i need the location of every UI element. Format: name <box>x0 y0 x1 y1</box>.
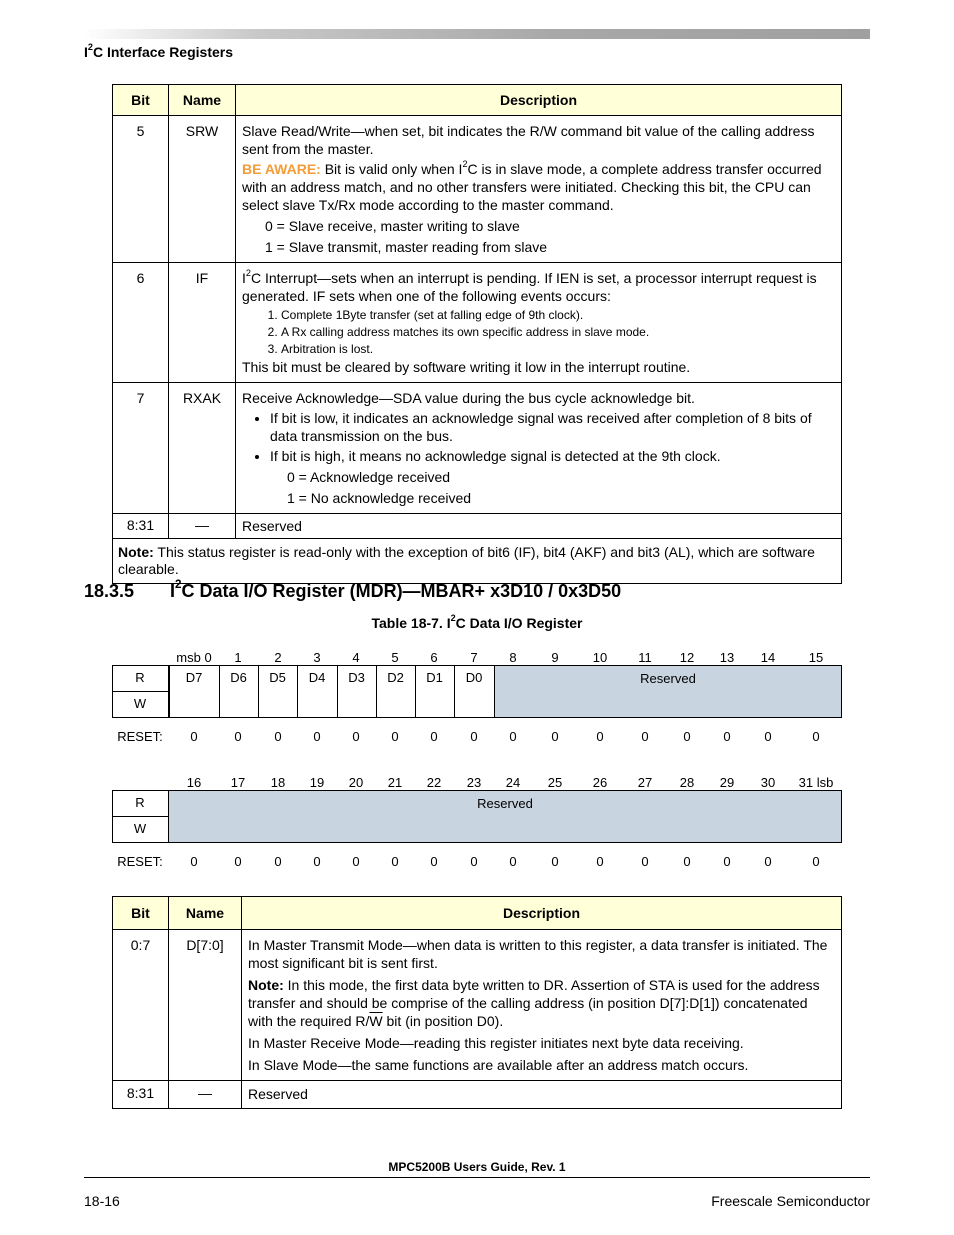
description-text: Bit is valid only when I <box>320 161 463 177</box>
bit-number: 11 <box>638 650 652 665</box>
field-d6: D6 <box>219 665 259 718</box>
value-definition: 1 = No acknowledge received <box>287 490 472 506</box>
description-cell <box>242 930 842 1081</box>
col-header-description: Description <box>236 85 842 116</box>
bit-number: 10 <box>592 650 608 665</box>
reset-label: RESET: <box>117 854 163 869</box>
bit-number: 27 <box>637 775 653 790</box>
reset-value: 0 <box>352 854 360 869</box>
description-text: This bit must be cleared by software writing it low in the interrupt routine. <box>242 359 691 375</box>
bit-number: 2 <box>274 650 282 665</box>
note-cell <box>113 539 842 584</box>
bit-number: 31 lsb <box>798 775 834 790</box>
col-header-bit: Bit <box>113 897 169 930</box>
reset-value: 0 <box>509 729 517 744</box>
bit-number: 17 <box>230 775 246 790</box>
running-header: $I^2C$ Interface Registers <box>84 41 234 60</box>
section-heading: 18.3.5 $I^2C$ Data I/O Register (MDR)—MBAR+ x3D10 / 0x3D50 <box>84 578 622 601</box>
reset-value: 0 <box>391 854 399 869</box>
bullet-list <box>242 409 835 465</box>
description-text: In Master Transmit Mode—when data is written to this register, a data transfer is initiated. The most significant bit is sent first. <box>248 937 828 971</box>
note-text: This status register is read-only with the exception of bit6 (IF), bit4 (AKF) and bit3 (AL), which are software clearable. <box>118 544 815 577</box>
bit-number: msb 0 <box>176 650 212 665</box>
name-cell: D[7:0] <box>169 930 242 1081</box>
bit-cell: 8:31 <box>113 514 169 539</box>
reset-value: 0 <box>190 854 198 869</box>
description-cell <box>236 263 842 383</box>
description-text: In Slave Mode—the same functions are available after an address match occurs. <box>248 1057 749 1073</box>
col-header-name: Name <box>169 897 242 930</box>
reset-value: 0 <box>274 729 282 744</box>
bit-cell: 6 <box>113 263 169 383</box>
note-paragraph: Note: In this mode, the first data byte written to DR. Assertion of STA is used for the address transfer and should be comprise of the calling address (in position D[7]:D[1]) concatenated with the required $R/\overline{W}$ bit (in position D0). <box>248 977 820 1029</box>
bit-number: 6 <box>430 650 438 665</box>
description-text: In Master Receive Mode—reading this register initiates next byte data receiving. <box>248 1035 744 1051</box>
bit-number: 16 <box>186 775 202 790</box>
value-definition: 1 = Slave transmit, master reading from slave <box>265 239 548 255</box>
bit-number: 1 <box>234 650 242 665</box>
description-text: Receive Acknowledge—SDA value during the bus cycle acknowledge bit. <box>242 390 695 406</box>
bit-number: 15 <box>808 650 824 665</box>
reset-value: 0 <box>764 854 772 869</box>
company-name: Freescale Semiconductor <box>711 1193 870 1209</box>
list-item: 3. Arbitration is lost. <box>281 341 835 358</box>
table-row <box>113 383 842 514</box>
table-row <box>113 116 842 263</box>
rw-divider <box>112 816 169 817</box>
description-text: C is in slave mode, a complete address transfer occurred with an address match, and no other transfers were initiated. Checking this bit, the CPU can select slave Tx/Rx mode according to the master command. <box>242 161 822 213</box>
reserved-field: Reserved <box>495 666 841 717</box>
reset-value: 0 <box>313 854 321 869</box>
bit-number: 4 <box>352 650 360 665</box>
bit-cell: 8:31 <box>113 1081 169 1109</box>
reset-value: 0 <box>391 729 399 744</box>
bit-number: 30 <box>760 775 776 790</box>
bit-number: 26 <box>592 775 608 790</box>
bit-number: 23 <box>466 775 482 790</box>
bit-number: 14 <box>760 650 776 665</box>
field-d5: D5 <box>258 665 298 718</box>
reset-value: 0 <box>313 729 321 744</box>
write-label: W <box>133 696 147 711</box>
table-caption: Table 18-7. $I^2C$ Data I/O Register <box>371 612 583 631</box>
write-label: W <box>133 821 147 836</box>
bit-number: 7 <box>470 650 478 665</box>
bit-number: 9 <box>551 650 559 665</box>
reset-value: 0 <box>812 729 820 744</box>
page-number: 18-16 <box>84 1193 120 1209</box>
bit-number: 13 <box>719 650 735 665</box>
bit-number: 8 <box>509 650 517 665</box>
table-header-row <box>113 897 842 930</box>
reset-value: 0 <box>764 729 772 744</box>
reset-value: 0 <box>723 854 731 869</box>
reset-label: RESET: <box>117 729 163 744</box>
description-text: Slave Read/Write—when set, bit indicates the R/W command bit value of the calling address sent from the master. <box>242 123 815 157</box>
bit-cell: 5 <box>113 116 169 263</box>
reset-value: 0 <box>430 729 438 744</box>
bit-number: 3 <box>313 650 321 665</box>
bit-number: 25 <box>547 775 563 790</box>
bit-number: 22 <box>426 775 442 790</box>
reset-value: 0 <box>190 729 198 744</box>
event-list <box>242 307 835 358</box>
reset-value: 0 <box>352 729 360 744</box>
bit-number: 21 <box>387 775 403 790</box>
superscript: 2 <box>462 158 468 169</box>
name-cell: — <box>169 1081 242 1109</box>
status-register-table <box>112 84 842 584</box>
table-row <box>113 263 842 383</box>
description-cell <box>236 383 842 514</box>
reset-value: 0 <box>812 854 820 869</box>
bit-cell: 0:7 <box>113 930 169 1081</box>
bit-number: 18 <box>270 775 286 790</box>
reset-value: 0 <box>596 854 604 869</box>
reset-value: 0 <box>274 854 282 869</box>
data-register-table <box>112 896 842 1109</box>
reset-value: 0 <box>551 729 559 744</box>
reset-value: 0 <box>723 729 731 744</box>
footer-title: MPC5200B Users Guide, Rev. 1 <box>388 1160 566 1174</box>
bit-number: 28 <box>679 775 695 790</box>
name-cell: SRW <box>169 116 236 263</box>
table-row <box>113 930 842 1081</box>
bit-number: 12 <box>679 650 695 665</box>
note-label: Note: <box>118 544 154 560</box>
description-cell <box>236 116 842 263</box>
field-d4: D4 <box>297 665 338 718</box>
description-cell: Reserved <box>236 514 842 539</box>
reset-value: 0 <box>596 729 604 744</box>
reset-value: 0 <box>641 854 649 869</box>
col-header-name: Name <box>169 85 236 116</box>
reset-value: 0 <box>683 729 691 744</box>
description-text: $I^2C$ Interrupt—sets when an interrupt is pending. If IEN is set, a processor interrupt request is generated. IF sets when one of the following events occurs: <box>242 267 817 304</box>
description-cell: Reserved <box>242 1081 842 1109</box>
field-d7: D7 <box>169 665 220 718</box>
reset-value: 0 <box>470 729 478 744</box>
bit-number: 29 <box>719 775 735 790</box>
footer-rule <box>84 1177 870 1178</box>
be-aware-paragraph <box>242 160 835 214</box>
bit-number: 20 <box>348 775 364 790</box>
field-d2: D2 <box>376 665 416 718</box>
be-aware-label: BE AWARE: <box>242 161 321 177</box>
value-definition: 0 = Acknowledge received <box>287 469 451 485</box>
header-rule <box>84 29 870 39</box>
list-item: 2. A Rx calling address matches its own specific address in slave mode. <box>281 324 835 341</box>
reset-value: 0 <box>430 854 438 869</box>
reset-value: 0 <box>509 854 517 869</box>
name-cell: IF <box>169 263 236 383</box>
reset-value: 0 <box>234 729 242 744</box>
reset-value: 0 <box>641 729 649 744</box>
bit-number: 5 <box>391 650 399 665</box>
table-row <box>113 1081 842 1109</box>
bit-number: 24 <box>505 775 521 790</box>
reserved-field: Reserved <box>169 791 841 842</box>
list-item: • If bit is high, it means no acknowledge signal is detected at the 9th clock. <box>270 447 835 465</box>
field-d0: D0 <box>454 665 495 718</box>
rw-divider <box>112 691 169 692</box>
bit-number: 19 <box>309 775 325 790</box>
reset-value: 0 <box>234 854 242 869</box>
read-label: R <box>135 670 145 685</box>
col-header-bit: Bit <box>113 85 169 116</box>
value-definition: 0 = Slave receive, master writing to slave <box>265 218 520 234</box>
bit-cell: 7 <box>113 383 169 514</box>
active-low-w: $\overline{W}$ <box>369 1013 383 1029</box>
name-cell: — <box>169 514 236 539</box>
name-cell: RXAK <box>169 383 236 514</box>
note-label: Note: <box>248 977 284 993</box>
table-row <box>113 514 842 539</box>
list-item: 1. Complete 1Byte transfer (set at falling edge of 9th clock). <box>281 307 835 324</box>
reset-value: 0 <box>683 854 691 869</box>
section-number: 18.3.5 <box>84 581 135 601</box>
field-d1: D1 <box>415 665 455 718</box>
field-d3: D3 <box>337 665 377 718</box>
list-item: • If bit is low, it indicates an acknowledge signal was received after completion of 8 bits of data transmission on the bus. <box>270 409 835 445</box>
table-header-row <box>113 85 842 116</box>
note-row <box>113 539 842 584</box>
read-label: R <box>135 795 145 810</box>
reset-value: 0 <box>470 854 478 869</box>
reset-value: 0 <box>551 854 559 869</box>
col-header-description: Description <box>242 897 842 930</box>
